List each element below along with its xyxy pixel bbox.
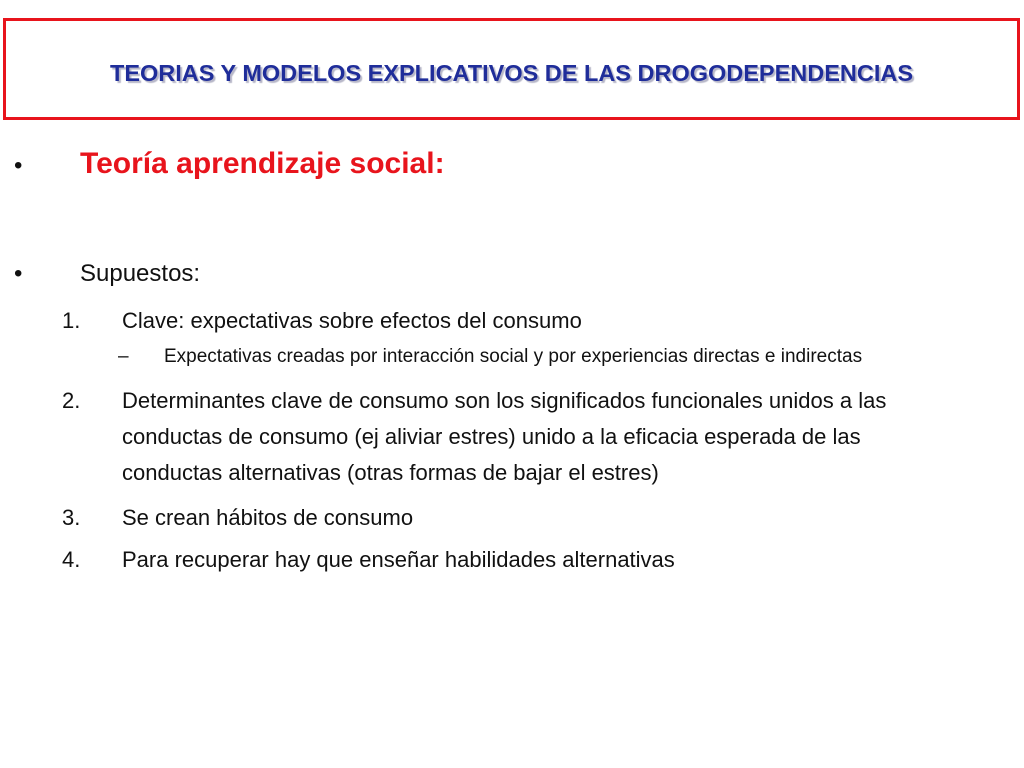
item-text-4: Para recuperar hay que enseñar habilidades alternativas bbox=[122, 547, 675, 572]
item-text-2-line-2: conductas de consumo (ej aliviar estres) unido a la eficacia esperada de las bbox=[122, 424, 861, 449]
item-number-4: 4. bbox=[62, 547, 81, 572]
subheading-supuestos: Supuestos: bbox=[80, 260, 201, 287]
bullet-heading: • bbox=[14, 152, 23, 179]
item-text-2-line-1: Determinantes clave de consumo son los significados funcionales unidos a las bbox=[122, 388, 887, 413]
item-number-1: 1. bbox=[62, 308, 81, 333]
slide-title: TEORIAS Y MODELOS EXPLICATIVOS DE LAS DROGODEPENDENCIAS bbox=[109, 59, 914, 86]
item-text-2-line-3: conductas alternativas (otras formas de bajar el estres) bbox=[122, 460, 659, 485]
item-number-2: 2. bbox=[62, 388, 81, 413]
item-text-3: Se crean hábitos de consumo bbox=[122, 505, 414, 530]
section-heading: Teoría aprendizaje social: bbox=[80, 147, 445, 180]
subitem-text: Expectativas creadas por interacción social y por experiencias directas e indirectas bbox=[164, 346, 863, 367]
bullet-supuestos: • bbox=[14, 260, 23, 287]
subitem-dash: – bbox=[118, 346, 129, 367]
item-text-1: Clave: expectativas sobre efectos del consumo bbox=[122, 308, 582, 333]
item-number-3: 3. bbox=[62, 505, 81, 530]
title-frame bbox=[3, 18, 1020, 120]
